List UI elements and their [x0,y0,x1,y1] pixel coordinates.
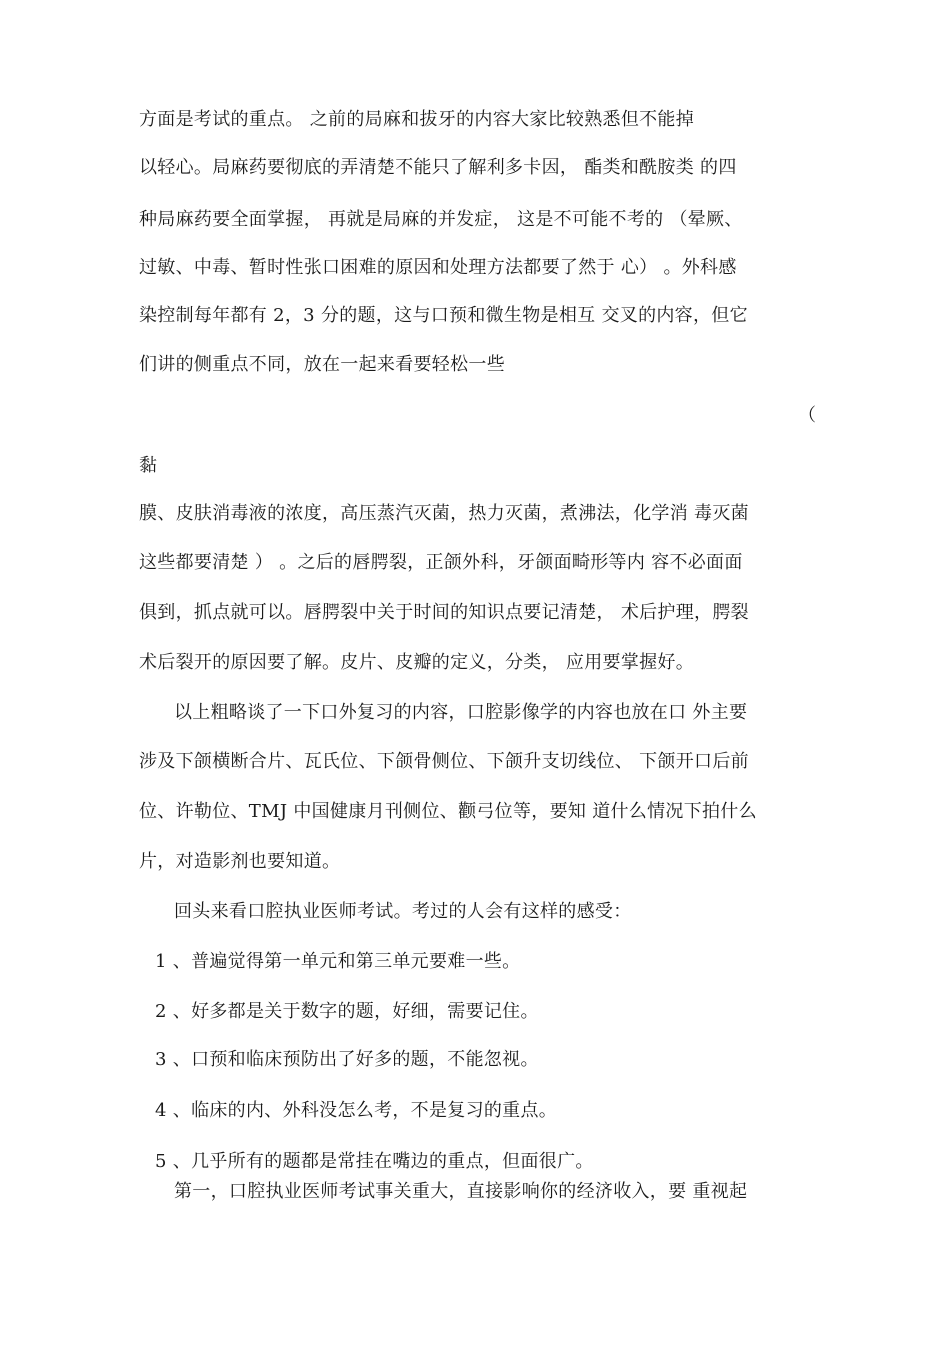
list-item: 5 、几乎所有的题都是常挂在嘴边的重点，但面很广。 [155,1151,594,1172]
text-line: 以轻心。局麻药要彻底的弄清楚不能只了解利多卡因， 酯类和酰胺类 的四 [139,157,737,178]
text-line: 膜、皮肤消毒液的浓度，高压蒸汽灭菌，热力灭菌，煮沸法，化学消 毒灭菌 [139,503,749,524]
text-line: 们讲的侧重点不同，放在一起来看要轻松一些 [139,354,505,375]
open-parenthesis: （ [798,405,816,426]
text-line: 黏 [139,455,158,476]
text-line: 染控制每年都有 2，3 分的题，这与口预和微生物是相互 交叉的内容，但它 [139,305,748,326]
list-item: 1 、普遍觉得第一单元和第三单元要难一些。 [155,951,521,972]
text-line: 片，对造影剂也要知道。 [139,851,341,872]
text-line: 以上粗略谈了一下口外复习的内容，口腔影像学的内容也放在口 外主要 [174,702,748,723]
text-line: 术后裂开的原因要了解。皮片、皮瓣的定义，分类， 应用要掌握好。 [139,652,695,673]
text-line: 这些都要清楚 ） 。之后的唇腭裂，正颌外科，牙颌面畸形等内 容不必面面 [139,552,743,573]
list-item: 3 、口预和临床预防出了好多的题，不能忽视。 [155,1049,539,1070]
list-item: 2 、好多都是关于数字的题，好细，需要记住。 [155,1001,539,1022]
text-line: 回头来看口腔执业医师考试。考过的人会有这样的感受： [174,901,632,922]
text-line: 第一，口腔执业医师考试事关重大，直接影响你的经济收入，要 重视起 [174,1181,748,1202]
text-line: 涉及下颌横断合片、瓦氏位、下颌骨侧位、下颌升支切线位、 下颌开口后前 [139,751,749,772]
text-line: 位、许勒位、TMJ 中国健康月刊侧位、颧弓位等，要知 道什么情况下拍什么 [139,801,757,822]
text-line: 种局麻药要全面掌握， 再就是局麻的并发症， 这是不可能不考的 （晕厥、 [139,209,743,230]
text-line: 过敏、中毒、暂时性张口困难的原因和处理方法都要了然于 心） 。外科感 [139,257,737,278]
list-item: 4 、临床的内、外科没怎么考，不是复习的重点。 [155,1100,558,1121]
text-line: 方面是考试的重点。 之前的局麻和拔牙的内容大家比较熟悉但不能掉 [139,109,695,130]
text-line: 俱到，抓点就可以。唇腭裂中关于时间的知识点要记清楚， 术后护理，腭裂 [139,602,749,623]
